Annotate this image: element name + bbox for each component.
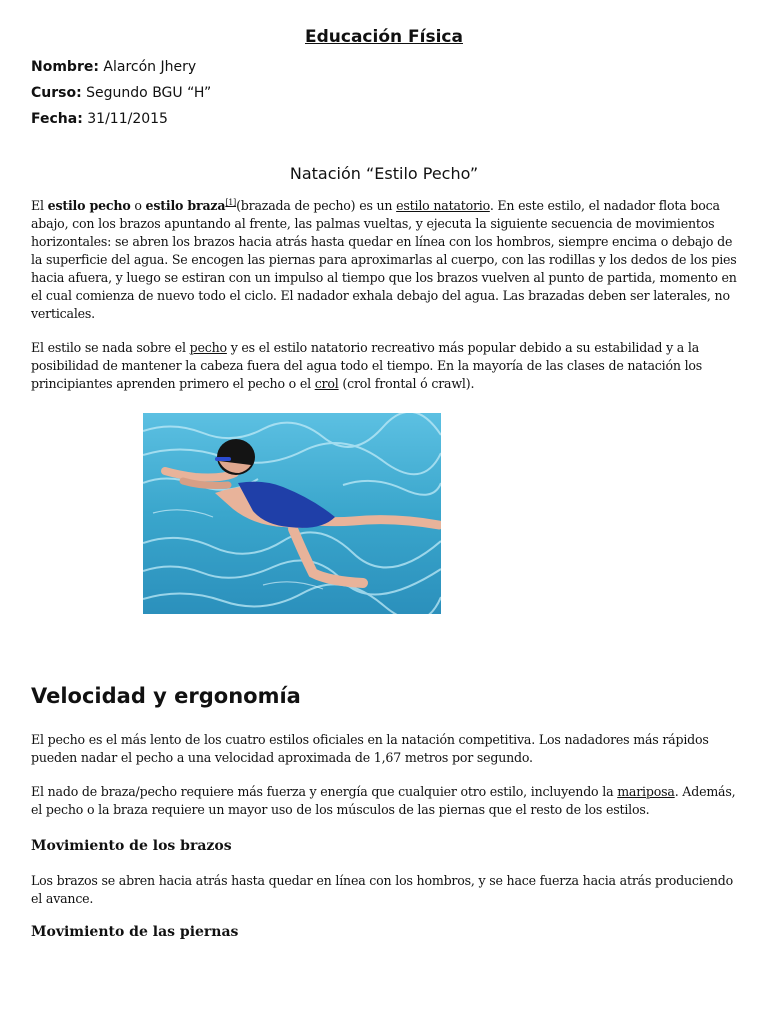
paragraph-intro <box>31 194 741 323</box>
footnote-link[interactable]: [1] <box>225 198 237 207</box>
date-row <box>31 111 168 127</box>
heading-arms-movement: Movimiento de los brazos <box>31 838 232 854</box>
text-span: (brazada de pecho) es un <box>236 198 397 214</box>
paragraph-popularity <box>31 339 741 393</box>
date-value: 31/11/2015 <box>87 111 168 127</box>
name-value: Alarcón Jhery <box>103 59 197 75</box>
course-value: Segundo BGU “H” <box>86 85 212 101</box>
date-label: Fecha: <box>31 111 83 127</box>
text-span: o <box>130 198 146 214</box>
text-span: El estilo se nada sobre el <box>31 340 190 355</box>
course-row <box>31 85 211 101</box>
text-span: El nado de braza/pecho requiere más fuerza y energía que cualquier otro estilo, incluyendo la <box>31 784 618 799</box>
paragraph-velocity: El pecho es el más lento de los cuatro estilos oficiales en la natación competitiva. Los nadadores más rápidos pueden nadar el pecho a una velocidad aproximada de 1,67 metros por segundo. <box>31 732 709 765</box>
swimmer-illustration <box>143 413 441 614</box>
link-mariposa[interactable]: mariposa <box>617 784 675 799</box>
bold-term: estilo braza <box>145 198 226 214</box>
course-label: Curso: <box>31 85 82 101</box>
paragraph-effort <box>31 783 741 819</box>
text-span: El <box>31 198 48 214</box>
link-crol[interactable]: crol <box>314 376 339 391</box>
swimmer-photo <box>143 413 441 614</box>
link-pecho[interactable]: pecho <box>189 340 227 355</box>
text-span: . En este estilo, el nadador flota boca abajo, con los brazos apuntando al frente, las palmas vueltas, y ejecuta la siguiente secuencia de movimientos horizontales: se abren los brazos hacia atrás hasta quedar en línea con los hombros, siempre encima o debajo de la superficie del agua. Se encogen las piernas para aproximarlas al cuerpo, con las rodillas y los dedos de los pies hacia afuera, y luego se estiran con un impulso al tiempo que los brazos vuelven al punto de partida, momento en el cual comienza de nuevo todo el ciclo. El nadador exhala debajo del agua. Las brazadas deben ser laterales, no verticales. <box>31 198 737 322</box>
name-label: Nombre: <box>31 59 99 75</box>
section-title-natacion: Natación “Estilo Pecho” <box>289 164 479 183</box>
document-title: Educación Física <box>305 27 463 47</box>
paragraph-arms: Los brazos se abren hacia atrás hasta quedar en línea con los hombros, y se hace fuerza hacia atrás produciendo el avance. <box>31 873 733 906</box>
text-span: y es el estilo natatorio recreativo más popular debido a su estabilidad y a la posibilidad de mantener la cabeza fuera del agua todo el tiempo. En la mayoría de las clases de natación los principiantes aprenden primero el pecho o el <box>31 340 703 391</box>
heading-legs-movement: Movimiento de las piernas <box>31 924 239 940</box>
bold-term: estilo pecho <box>47 198 131 214</box>
name-row <box>31 59 196 75</box>
text-span: . Además, el pecho o la braza requiere un mayor uso de los músculos de las piernas que el resto de los estilos. <box>31 784 736 817</box>
link-estilo-natatorio[interactable]: estilo natatorio <box>396 198 490 214</box>
heading-velocidad-ergonomia: Velocidad y ergonomía <box>31 684 301 708</box>
text-span: (crol frontal ó crawl). <box>338 376 475 391</box>
